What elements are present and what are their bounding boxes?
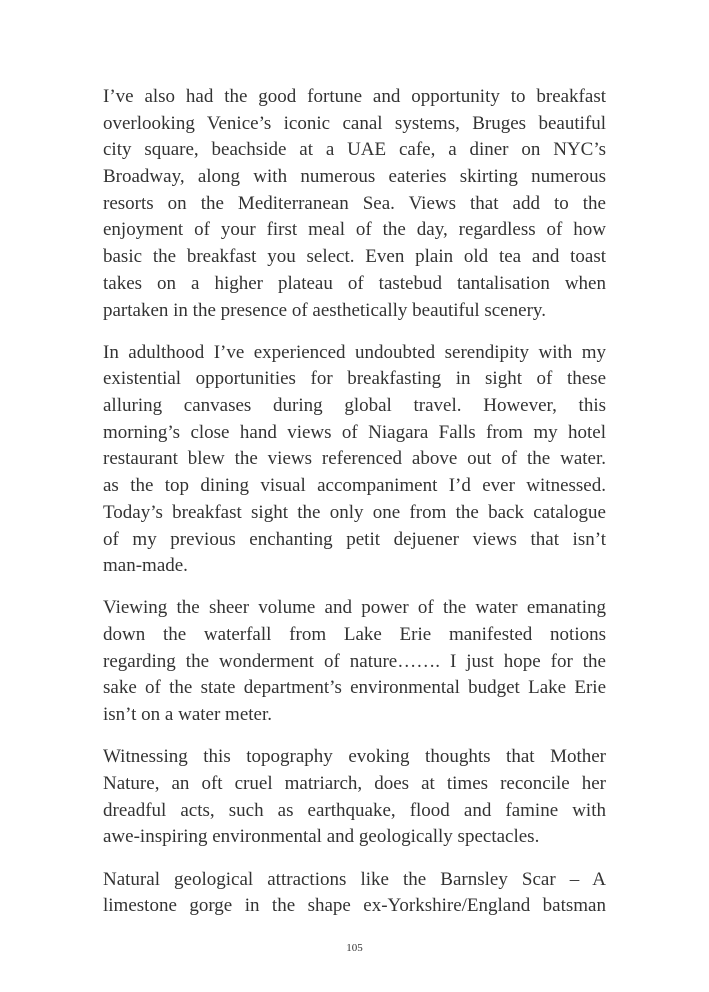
text-line: partaken in the presence of aesthetically beautiful scenery. (103, 299, 546, 321)
paragraph (103, 595, 606, 728)
text-line: regarding the wonderment of nature……. I just hope for the (103, 650, 606, 672)
text-line: alluring canvases during global travel. However, this (103, 395, 606, 417)
text-line: resorts on the Mediterranean Sea. Views that add to the (103, 192, 606, 214)
text-line: man-made. (103, 555, 188, 577)
paragraph (103, 744, 606, 851)
text-line: limestone gorge in the shape ex-Yorkshire/England batsman (103, 895, 606, 917)
paragraph (103, 867, 606, 920)
text-line: restaurant blew the views referenced above out of the water. (103, 448, 606, 470)
text-line: morning’s close hand views of Niagara Falls from my hotel (103, 421, 606, 443)
text-line: Witnessing this topography evoking thoughts that Mother (103, 746, 606, 768)
text-line: city square, beachside at a UAE cafe, a diner on NYC’s (103, 139, 606, 161)
text-line: overlooking Venice’s iconic canal systems, Bruges beautiful (103, 112, 606, 134)
text-line: takes on a higher plateau of tastebud tantalisation when (103, 272, 606, 294)
text-line: sake of the state department’s environmental budget Lake Erie (103, 677, 606, 699)
text-line: down the waterfall from Lake Erie manifested notions (103, 624, 606, 646)
text-line: basic the breakfast you select. Even plain old tea and toast (103, 246, 606, 268)
text-line: Broadway, along with numerous eateries skirting numerous (103, 166, 606, 188)
paragraph (103, 84, 606, 324)
document-body (103, 84, 606, 935)
page-number: 105 (346, 942, 363, 954)
text-line: Today’s breakfast sight the only one from the back catalogue (103, 501, 606, 523)
text-line: Viewing the sheer volume and power of the water emanating (103, 597, 606, 619)
text-line: awe-inspiring environmental and geologically spectacles. (103, 826, 540, 848)
text-line: Natural geological attractions like the Barnsley Scar – A (103, 868, 606, 890)
text-line: enjoyment of your first meal of the day, regardless of how (103, 219, 606, 241)
text-line: of my previous enchanting petit dejuener views that isn’t (103, 528, 606, 550)
text-line: Nature, an oft cruel matriarch, does at times reconcile her (103, 773, 606, 794)
text-line: In adulthood I’ve experienced undoubted serendipity with my (103, 341, 606, 363)
paragraph (103, 340, 606, 580)
text-line: dreadful acts, such as earthquake, flood and famine with (103, 799, 606, 821)
text-line: existential opportunities for breakfasting in sight of these (103, 368, 606, 390)
text-line: as the top dining visual accompaniment I’d ever witnessed. (103, 475, 606, 497)
text-line: isn’t on a water meter. (103, 704, 273, 726)
text-line: I’ve also had the good fortune and opportunity to breakfast (103, 86, 606, 107)
